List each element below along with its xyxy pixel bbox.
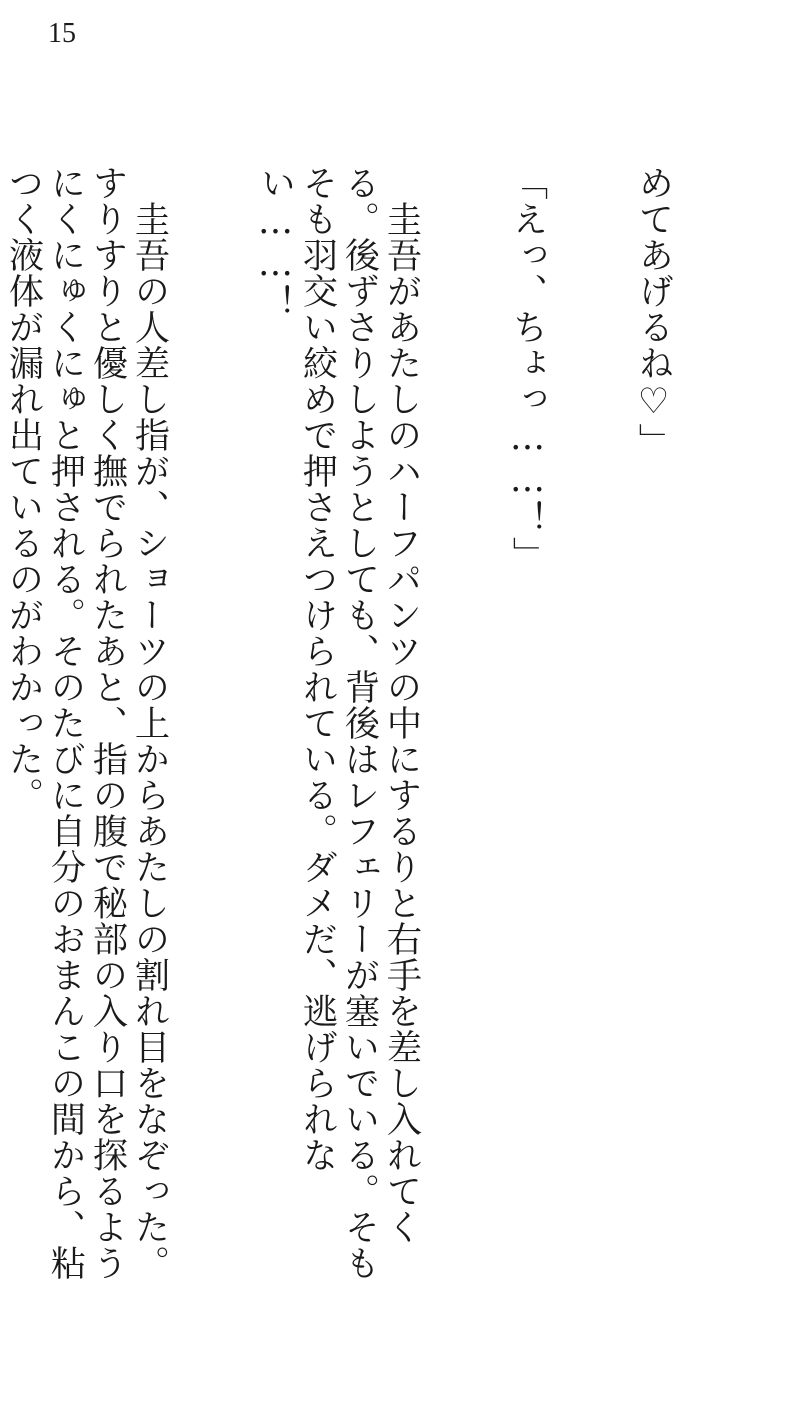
novel-text-body [0, 165, 758, 1305]
paragraph-4: 圭吾の人差し指が、ショーツの上からあたしの割れ目をなぞった。すりすりと優しく撫でられたあと、指の腹で秘部の入り口を探るようにくにゅくにゅと押される。そのたびに自分のおまんこの間から、粘つく液体が漏れ出ているのがわかった。 [3, 165, 170, 1281]
paragraph-2: 「えっ、ちょっ……！」 [507, 165, 548, 573]
paragraph-3: 圭吾があたしのハーフパンツの中にするりと右手を差し入れてくる。後ずさりしようとしても、背後はレフェリーが塞いでいる。そもそも羽交い絞めで押さえつけられている。ダメだ、逃げられない……！ [255, 165, 422, 1281]
page-number: 15 [48, 18, 76, 49]
paragraph-1: めてあげるね♡」 [633, 165, 674, 459]
